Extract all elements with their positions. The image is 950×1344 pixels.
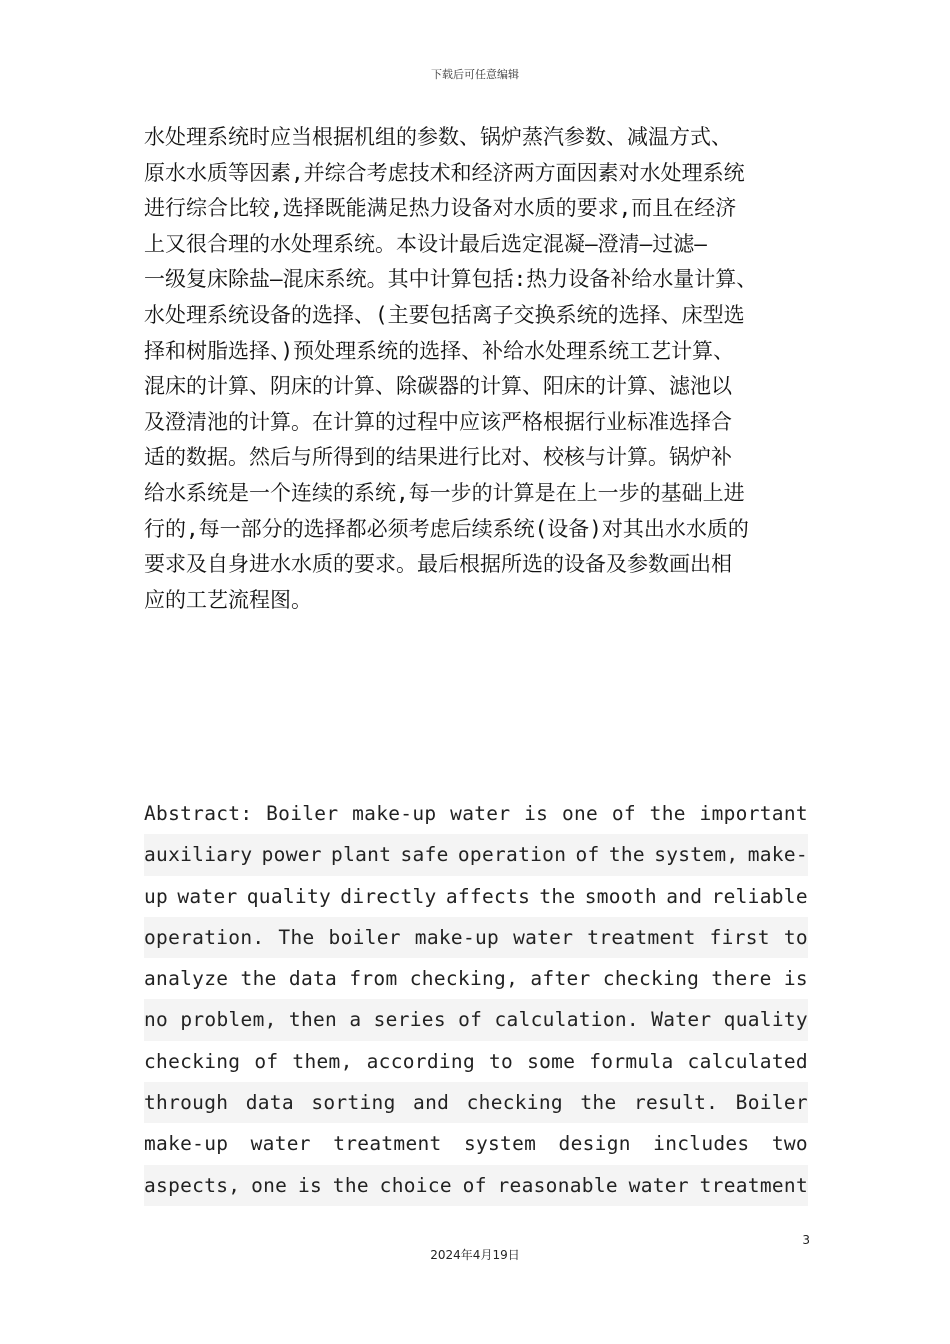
abstract-word: of bbox=[575, 843, 600, 867]
abstract-word: water bbox=[513, 925, 574, 949]
abstract-word: operation. bbox=[144, 925, 265, 949]
abstract-word: them, bbox=[292, 1049, 353, 1073]
chinese-paragraph-line: 要求及自身进水水质的要求。最后根据所选的设备及参数画出相 bbox=[144, 552, 732, 577]
abstract-word: includes bbox=[653, 1132, 750, 1156]
abstract-line bbox=[144, 876, 808, 917]
abstract-word: design bbox=[558, 1132, 631, 1156]
abstract-word: calculated bbox=[687, 1049, 808, 1073]
abstract-word: the bbox=[240, 967, 277, 991]
abstract-word: is bbox=[297, 1173, 323, 1197]
abstract-word: one bbox=[251, 1173, 288, 1197]
abstract-word: no bbox=[144, 1008, 169, 1032]
abstract-word: Water bbox=[651, 1008, 712, 1032]
chinese-paragraph-line: 一级复床除盐—混床系统。其中计算包括:热力设备补给水量计算、 bbox=[144, 267, 758, 292]
chinese-paragraph-line: 水处理系统设备的选择、(主要包括离子交换系统的选择、床型选 bbox=[144, 302, 745, 327]
abstract-word: calculation. bbox=[494, 1008, 639, 1032]
abstract-word: formula bbox=[589, 1049, 674, 1073]
abstract-word: Boiler bbox=[266, 802, 339, 825]
abstract-word: there bbox=[711, 967, 772, 991]
abstract-word: of bbox=[458, 1008, 483, 1032]
abstract-word: a bbox=[349, 1008, 362, 1032]
abstract-word: problem, bbox=[180, 1008, 277, 1032]
page-header: 下载后可任意编辑 bbox=[431, 68, 519, 81]
abstract-word: plant bbox=[331, 843, 392, 867]
abstract-word: water bbox=[450, 802, 511, 825]
chinese-paragraph-line: 择和树脂选择、)预处理系统的选择、补给水处理系统工艺计算、 bbox=[144, 338, 735, 363]
abstract-word: sorting bbox=[311, 1091, 396, 1115]
abstract-line bbox=[144, 1165, 808, 1206]
abstract-word: affects bbox=[445, 884, 531, 908]
abstract-word: auxiliary bbox=[144, 843, 253, 867]
abstract-line bbox=[144, 1041, 808, 1082]
abstract-word: to bbox=[783, 925, 808, 949]
chinese-paragraph-line: 进行综合比较,选择既能满足热力设备对水质的要求,而且在经济 bbox=[144, 196, 737, 221]
chinese-paragraph-line: 行的,每一部分的选择都必须考虑后续系统(设备)对其出水水质的 bbox=[144, 516, 749, 541]
abstract-word: the bbox=[608, 843, 645, 867]
abstract-word: of bbox=[462, 1173, 487, 1197]
abstract-word: reasonable bbox=[497, 1173, 618, 1197]
english-abstract-paragraph bbox=[144, 793, 808, 1206]
abstract-word: analyze bbox=[144, 967, 229, 991]
abstract-word: first bbox=[709, 925, 770, 949]
abstract-word: checking, bbox=[409, 967, 519, 991]
chinese-paragraph-line: 混床的计算、阴床的计算、除碳器的计算、阳床的计算、滤池以 bbox=[144, 374, 732, 399]
abstract-word: of bbox=[254, 1049, 279, 1073]
abstract-word: after bbox=[530, 967, 591, 991]
abstract-word: and bbox=[666, 884, 703, 908]
abstract-word: treatment bbox=[699, 1173, 808, 1197]
abstract-word: make-up bbox=[352, 802, 437, 825]
abstract-line bbox=[144, 917, 808, 958]
abstract-word: make-up bbox=[144, 1132, 229, 1156]
abstract-word: reliable bbox=[711, 884, 808, 908]
chinese-paragraph-line: 应的工艺流程图。 bbox=[144, 587, 312, 612]
abstract-line bbox=[144, 958, 808, 999]
abstract-word: result. bbox=[633, 1091, 719, 1115]
chinese-paragraph-line: 上又很合理的水处理系统。本设计最后选定混凝—澄清—过滤— bbox=[144, 231, 707, 256]
abstract-word: system, bbox=[654, 843, 739, 867]
abstract-word: aspects, bbox=[144, 1173, 241, 1197]
abstract-word: choice bbox=[379, 1173, 452, 1197]
abstract-word: checking bbox=[144, 1049, 241, 1073]
abstract-line bbox=[144, 999, 808, 1040]
abstract-word: through bbox=[144, 1091, 229, 1115]
abstract-word: quality bbox=[723, 1008, 808, 1032]
abstract-word: is bbox=[783, 967, 808, 991]
footer-date: 2024年4月19日 bbox=[430, 1248, 520, 1262]
abstract-word: directly bbox=[340, 884, 437, 908]
chinese-paragraph bbox=[144, 120, 814, 618]
chinese-paragraph-line: 及澄清池的计算。在计算的过程中应该严格根据行业标准选择合 bbox=[144, 409, 732, 434]
abstract-word: water bbox=[628, 1173, 689, 1197]
abstract-word: data bbox=[245, 1091, 294, 1115]
abstract-word: Abstract: bbox=[144, 802, 253, 825]
abstract-word: treatment bbox=[587, 925, 696, 949]
abstract-word: up bbox=[144, 884, 169, 908]
page-number: 3 bbox=[802, 1233, 810, 1247]
abstract-word: series bbox=[373, 1008, 446, 1032]
abstract-word: the bbox=[649, 802, 686, 825]
abstract-word: the bbox=[539, 884, 576, 908]
chinese-paragraph-line: 原水水质等因素,并综合考虑技术和经济两方面因素对水处理系统 bbox=[144, 160, 745, 185]
abstract-word: Boiler bbox=[735, 1091, 808, 1115]
abstract-word: some bbox=[527, 1049, 576, 1073]
chinese-paragraph-line: 水处理系统时应当根据机组的参数、锅炉蒸汽参数、减温方式、 bbox=[144, 125, 732, 149]
abstract-word: treatment bbox=[333, 1132, 442, 1156]
abstract-word: the bbox=[580, 1091, 617, 1115]
abstract-word: The bbox=[278, 925, 315, 949]
abstract-word: system bbox=[463, 1132, 537, 1156]
abstract-word: safe bbox=[400, 843, 449, 867]
abstract-word: power bbox=[261, 843, 322, 867]
abstract-word: water bbox=[250, 1132, 311, 1156]
abstract-word: operation bbox=[457, 843, 567, 867]
abstract-word: of bbox=[611, 802, 636, 825]
abstract-word: water bbox=[177, 884, 238, 908]
abstract-word: and bbox=[413, 1091, 450, 1115]
abstract-word: make- bbox=[747, 843, 808, 867]
abstract-word: smooth bbox=[584, 884, 657, 908]
abstract-word: then bbox=[288, 1008, 338, 1032]
abstract-line bbox=[144, 1082, 808, 1123]
abstract-word: checking bbox=[602, 967, 700, 991]
abstract-word: quality bbox=[246, 884, 332, 908]
abstract-word: is bbox=[524, 802, 549, 825]
abstract-word: boiler bbox=[328, 925, 401, 949]
abstract-word: according bbox=[366, 1049, 475, 1073]
chinese-paragraph-line: 给水系统是一个连续的系统,每一步的计算是在上一步的基础上进 bbox=[144, 480, 745, 505]
abstract-word: make-up bbox=[414, 925, 500, 949]
abstract-word: one bbox=[561, 802, 599, 825]
abstract-word: from bbox=[349, 967, 398, 991]
abstract-line bbox=[144, 1123, 808, 1164]
abstract-word: the bbox=[332, 1173, 369, 1197]
abstract-line bbox=[144, 834, 808, 875]
abstract-word: data bbox=[288, 967, 338, 991]
abstract-word: checking bbox=[466, 1091, 563, 1115]
abstract-word: to bbox=[489, 1049, 514, 1073]
abstract-word: two bbox=[771, 1132, 808, 1156]
abstract-line bbox=[144, 793, 808, 834]
chinese-paragraph-line: 适的数据。然后与所得到的结果进行比对、校核与计算。锅炉补 bbox=[144, 445, 732, 470]
abstract-word: important bbox=[699, 802, 808, 825]
